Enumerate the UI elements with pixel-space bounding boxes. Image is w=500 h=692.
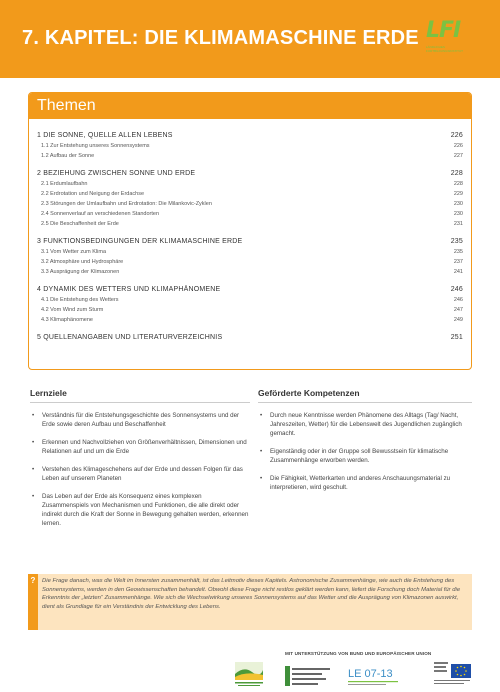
toc-chapter-row[interactable]	[37, 131, 463, 141]
toc-entry-title: 3.3 Ausprägung der Klimazonen	[41, 269, 120, 275]
toc-entry-page: 229	[453, 191, 463, 197]
toc-entry-page: 227	[453, 153, 463, 159]
toc-entry-page: 226	[453, 143, 463, 149]
toc-chapter-row[interactable]	[37, 169, 463, 179]
kompetenzen-heading: Geförderte Kompetenzen	[258, 388, 472, 403]
toc-entry-title: 2.5 Die Beschaffenheit der Erde	[41, 221, 119, 227]
toc-section-row[interactable]	[37, 315, 463, 325]
lernziele-item: • Erkennen und Nachvollziehen von Größenverhältnissen, Dimensionen und Relationen auf und um die Erde	[30, 438, 250, 456]
lfi-logo-subtext: LÄNDLICHES FORTBILDUNGSINSTITUT	[426, 45, 463, 53]
toc-chapter-row[interactable]	[37, 333, 463, 343]
toc-entry-page: 228	[453, 181, 463, 187]
intro-note	[28, 574, 472, 630]
toc-panel	[28, 92, 472, 370]
toc-entry-title: 4.2 Vom Wind zum Sturm	[41, 307, 104, 313]
toc-entry-title: 2.3 Störungen der Umlaufbahn und Erdrotation: Die Milankovic-Zyklen	[41, 201, 212, 207]
chapter-title: 7. KAPITEL: DIE KLIMAMASCHINE ERDE	[22, 27, 419, 49]
toc-heading: Themen	[37, 97, 96, 114]
toc-entry-page: 235	[453, 249, 463, 255]
toc-entry-title: 3.2 Atmosphäre und Hydrosphäre	[41, 259, 124, 265]
toc-entry-page: 249	[453, 317, 463, 323]
kompetenzen-item: • Die Fähigkeit, Wetterkarten und anderes Anschauungsmaterial zu interpretieren, wird geschult.	[258, 474, 472, 492]
funding-caption: MIT UNTERSTÜTZUNG VON BUND UND EUROPÄISCHER UNION	[285, 651, 432, 656]
toc-entry-page: 230	[453, 211, 463, 217]
toc-entry-page: 251	[450, 334, 463, 341]
toc-gap	[37, 325, 463, 333]
toc-gap	[37, 277, 463, 285]
toc-section-row[interactable]	[37, 199, 463, 209]
toc-chapter-row[interactable]	[37, 285, 463, 295]
toc-entry-title: 4.3 Klimaphänomene	[41, 317, 93, 323]
region-logo-icon	[232, 660, 266, 688]
lernziele-item: • Verständnis für die Entstehungsgeschichte des Sonnensystems und der Erde sowie deren Aufbau und Beschaffenheit	[30, 411, 250, 429]
toc-entry-page: 235	[450, 238, 463, 245]
lernziele-item: • Das Leben auf der Erde als Konsequenz eines komplexen Zusammenspiels von Mechanismen und Funktionen, die alle direkt oder indirekt durch die Kraft der Sonne in Bewegung gehalten werden, erkennen lernen.	[30, 492, 250, 528]
toc-section-row[interactable]	[37, 295, 463, 305]
toc-entry-page: 231	[453, 221, 463, 227]
toc-section-row[interactable]	[37, 219, 463, 229]
toc-section-row[interactable]	[37, 267, 463, 277]
toc-entry-title: 1 DIE SONNE, QUELLE ALLEN LEBENS	[37, 132, 173, 139]
lfi-logo-wordmark: LFI	[426, 18, 461, 43]
toc-section-row[interactable]	[37, 141, 463, 151]
toc-entry-title: 1.2 Aufbau der Sonne	[41, 153, 95, 159]
toc-gap	[37, 229, 463, 237]
lernziele-section	[30, 388, 250, 537]
lernziele-heading: Lernziele	[30, 388, 250, 403]
le-logo-text: LE 07-13	[348, 668, 393, 680]
toc-section-row[interactable]	[37, 257, 463, 267]
toc-entry-page: 237	[453, 259, 463, 265]
le-07-13-logo-icon	[346, 663, 402, 689]
toc-gap	[37, 161, 463, 169]
toc-section-row[interactable]	[37, 247, 463, 257]
toc-section-row[interactable]	[37, 151, 463, 161]
question-mark-icon: ?	[28, 574, 38, 630]
lfi-logo	[426, 18, 470, 62]
kompetenzen-item: • Eigenständig oder in der Gruppe soll Bewusstsein für klimatische Zusammenhänge erworben werden.	[258, 447, 472, 465]
chapter-header	[0, 0, 500, 78]
kompetenzen-section	[258, 388, 472, 501]
lernziele-list	[30, 411, 250, 528]
ministry-logo-icon	[284, 663, 334, 689]
toc-header	[29, 93, 471, 119]
toc-entry-title: 3.1 Vom Wetter zum Klima	[41, 249, 107, 255]
toc-entry-title: 4.1 Die Entstehung des Wetters	[41, 297, 119, 303]
toc-entry-title: 2.1 Erdumlaufbahn	[41, 181, 88, 187]
toc-entry-title: 2.2 Erdrotation und Neigung der Erdachse	[41, 191, 145, 197]
toc-entry-page: 228	[450, 170, 463, 177]
toc-chapter-row[interactable]	[37, 237, 463, 247]
toc-section-row[interactable]	[37, 179, 463, 189]
toc-list	[29, 119, 471, 343]
toc-entry-page: 230	[453, 201, 463, 207]
toc-entry-title: 2.4 Sonnenverlauf an verschiedenen Standorten	[41, 211, 160, 217]
kompetenzen-item: • Durch neue Kenntnisse werden Phänomene des Alltags (Tag/ Nacht, Jahreszeiten, Wetter) für die Lebenswelt des Jugendlichen zugänglich gemacht.	[258, 411, 472, 438]
toc-entry-page: 241	[453, 269, 463, 275]
toc-entry-page: 246	[453, 297, 463, 303]
toc-entry-title: 1.1 Zur Entstehung unseres Sonnensystems	[41, 143, 150, 149]
toc-entry-title: 4 DYNAMIK DES WETTERS UND KLIMAPHÄNOMENE	[37, 286, 221, 293]
lernziele-item: • Verstehen des Klimageschehens auf der Erde und dessen Folgen für das Leben auf unserem Planeten	[30, 465, 250, 483]
toc-section-row[interactable]	[37, 189, 463, 199]
toc-entry-page: 246	[450, 286, 463, 293]
toc-entry-page: 226	[450, 132, 463, 139]
kompetenzen-list	[258, 411, 472, 492]
toc-entry-title: 5 QUELLENANGABEN UND LITERATURVERZEICHNIS	[37, 334, 223, 341]
toc-section-row[interactable]	[37, 209, 463, 219]
toc-entry-title: 2 BEZIEHUNG ZWISCHEN SONNE UND ERDE	[37, 170, 196, 177]
toc-entry-page: 247	[453, 307, 463, 313]
toc-section-row[interactable]	[37, 305, 463, 315]
intro-note-text: Die Frage danach, was die Welt im Innersten zusammenhält, ist das Leitmotiv dieses Kapitels. Astronomische Zusammenhänge, wie auch die Entstehung des Sonnensystems, werden in den Geowissenschaften behandelt. Obwohl diese Frage nicht restlos geklärt werden kann, liefert die Forschung doch Material für die Erkenntnis der „letzten“ Zusammenhänge. Wie sich die Wechselwirkung unseres Sonnensystems auf das Wetter und die Ausprägung von Klimazonen auswirkt, dient als Grundlage für ein Verständnis der Entwicklung des Lebens.	[42, 578, 461, 610]
toc-entry-title: 3 FUNKTIONSBEDINGUNGEN DER KLIMAMASCHINE ERDE	[37, 238, 243, 245]
eu-flag-icon	[432, 660, 472, 688]
